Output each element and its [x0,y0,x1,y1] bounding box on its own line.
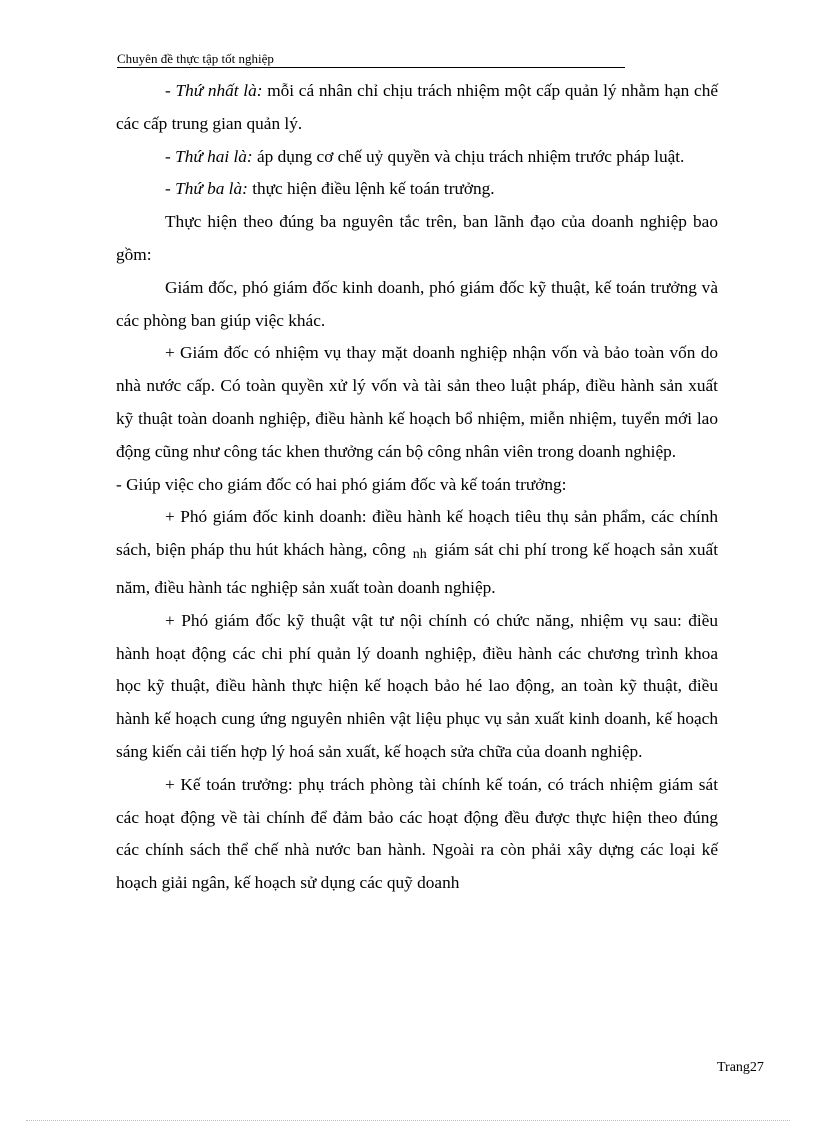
principle-label: Thứ nhất là: [175,81,263,100]
header-title: Chuyên đề thực tập tốt nghiệp [117,51,274,66]
stray-fragment: nh [412,547,427,563]
principle-label: Thứ ba là: [175,179,248,199]
document-body [116,75,718,900]
assistants-intro: - Giúp việc cho giám đốc có hai phó giám đốc và kế toán trưởng: [116,474,567,494]
page-header [117,51,625,68]
technical-deputy-duties: + Phó giám đốc kỹ thuật vật tư nội chính có chức năng, nhiệm vụ sau: điều hành hoạt động các chi phí quản lý doanh nghiệp, điều hành các chương trình khoa học kỹ thuật, điều hành thực hiện kế hoạch bảo hé lao động, an toàn kỹ thuật, điều hành kế hoạch cung ứng nguyên nhiên vật liệu phục vụ sản xuất kinh doanh, kế hoạch sáng kiến cải tiến hợp lý hoá sản xuất, kế hoạch sửa chữa của doanh nghiệp. [116,610,718,761]
page-bottom-divider [26,1120,790,1121]
dash: - [165,81,176,100]
principle-1 [116,75,718,141]
leadership-intro: Thực hiện theo đúng ba nguyên tắc trên, ban lãnh đạo của doanh nghiệp bao gồm: [116,212,718,264]
leadership-list: Giám đốc, phó giám đốc kinh doanh, phó giám đốc kỹ thuật, kế toán trưởng và các phòng ban giúp việc khác. [116,277,718,330]
chief-accountant-duties: + Kế toán trưởng: phụ trách phòng tài chính kế toán, có trách nhiệm giám sát các hoạt động về tài chính để đảm bảo các hoạt động đều được thực hiện theo đúng các chính sách thể chế nhà nước ban hành. Ngoài ra còn phải xây dựng các loại kế hoạch giải ngân, kế hoạch sử dụng các quỹ doanh [116,774,718,893]
principle-2 [116,141,718,174]
business-deputy-duties: + Phó giám đốc kinh doanh: điều hành kế hoạch tiêu thụ sản phẩm, các chính sách, biện pháp thu hút khách hàng, công nh giám sát chi phí trong kế hoạch sản xuất năm, điều hành tác nghiệp sản xuất toàn doanh nghiệp. [116,507,718,597]
principle-3 [116,173,718,206]
principle-text: mỗi cá nhân chỉ chịu trách nhiệm một cấp quản lý nhằm hạn chế các cấp trung gian quản lý. [116,81,718,133]
dash: - [165,146,176,166]
dash: - [165,179,176,199]
principle-label: Thứ hai là: [175,146,253,166]
principle-text: thực hiện điều lệnh kế toán trưởng. [247,179,495,199]
page-number: Trang27 [717,1060,764,1075]
principle-text: áp dụng cơ chế uỷ quyền và chịu trách nhiệm trước pháp luật. [252,146,685,166]
director-duties: + Giám đốc có nhiệm vụ thay mặt doanh nghiệp nhận vốn và bảo toàn vốn do nhà nước cấp. Có toàn quyền xử lý vốn và tài sản theo luật pháp, điều hành sản xuất kỹ thuật toàn doanh nghiệp, điều hành kế hoạch bổ nhiệm, miễn nhiệm, tuyển mới lao động cũng như công tác khen thưởng cán bộ công nhân viên trong doanh nghiệp. [116,343,718,461]
